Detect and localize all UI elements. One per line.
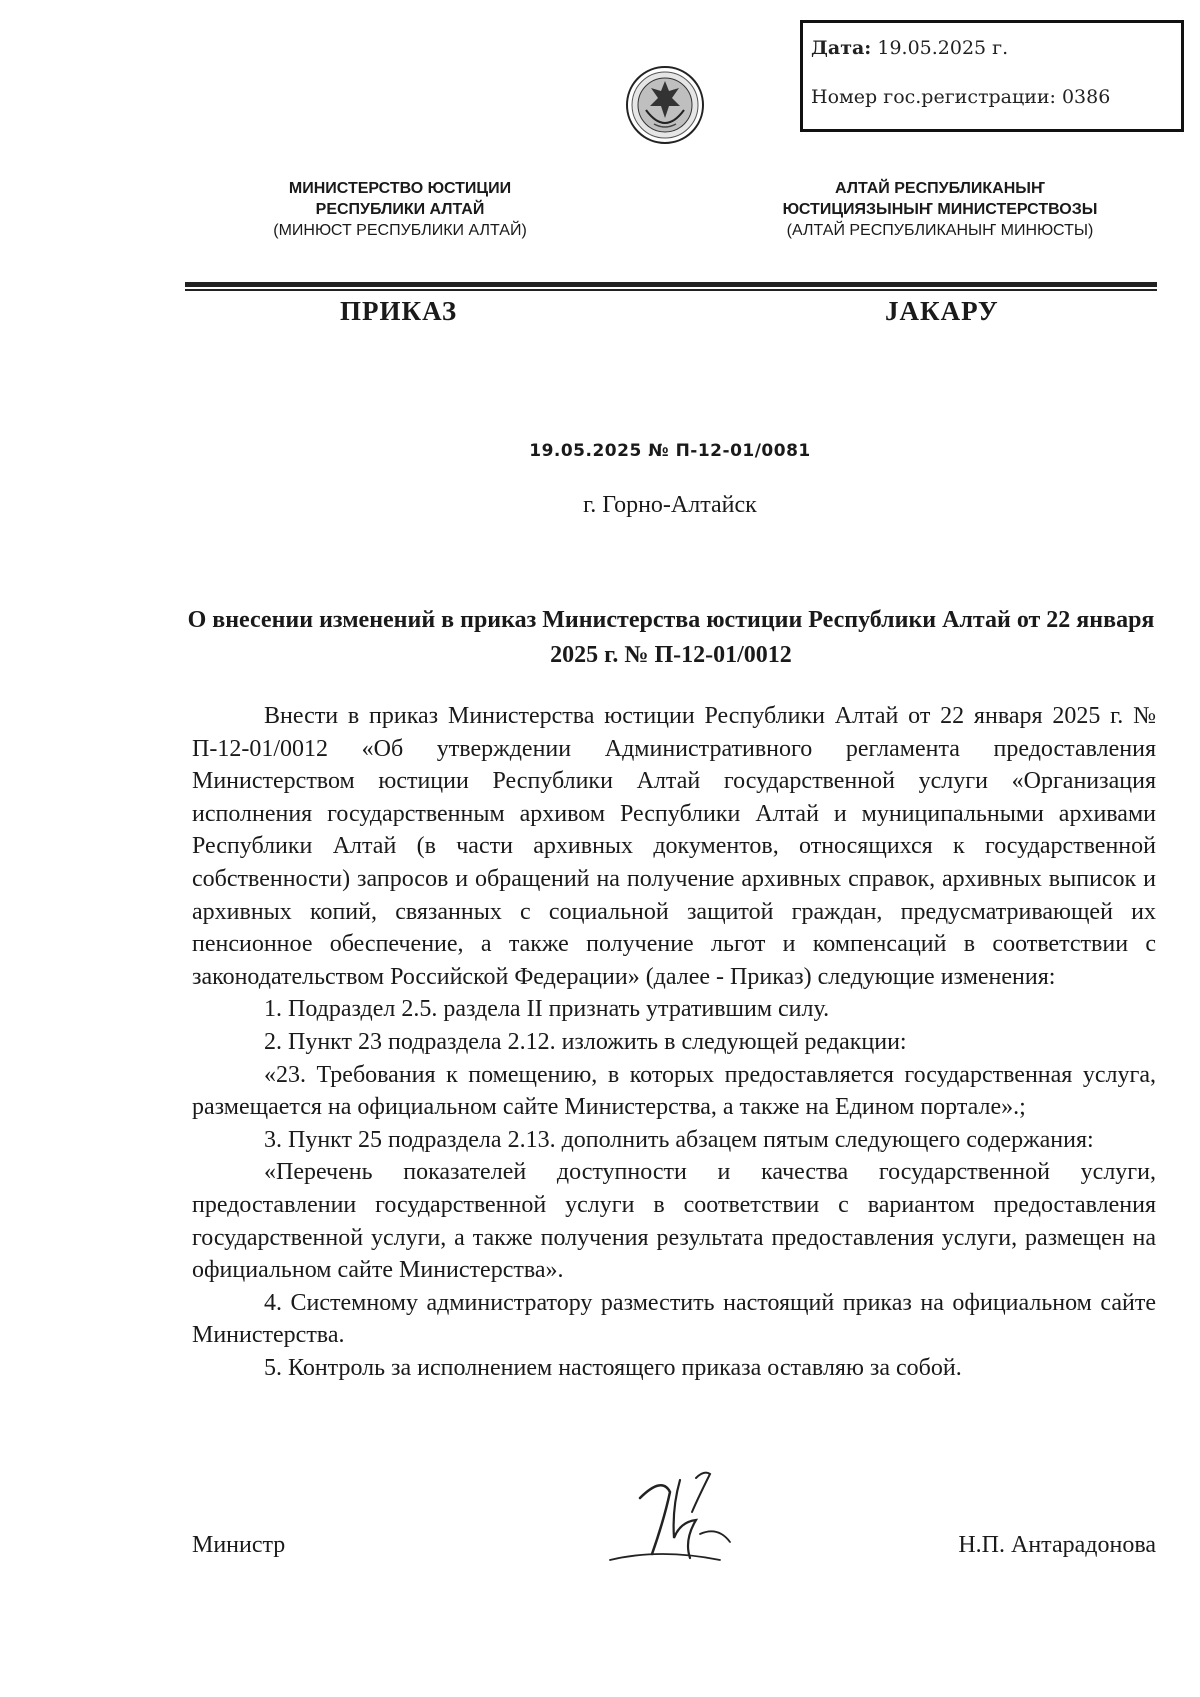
ministry-name-altai-line1: АЛТАЙ РЕСПУБЛИКАНЫҤ — [834, 180, 1046, 197]
ministry-name-russian — [230, 178, 570, 241]
header-divider-thick — [185, 282, 1157, 287]
coat-of-arms-emblem — [624, 58, 706, 152]
registration-date-value: 19.05.2025 г. — [877, 37, 1009, 59]
city-name: г. Горно-Алтайск — [583, 492, 757, 518]
ministry-name-altai — [730, 178, 1150, 241]
body-item-5: 5. Контроль за исполнением настоящего приказа оставляю за собой. — [264, 1354, 962, 1381]
handwritten-signature — [600, 1468, 760, 1576]
body-item-2-quote: «23. Требования к помещению, в которых предоставляется государственная услуга, размещается на официальном сайте Министерства, а также на Едином портале».; — [192, 1061, 1156, 1121]
ministry-name-russian-line1: МИНИСТЕРСТВО ЮСТИЦИИ — [288, 180, 512, 197]
registration-date-label: Дата: — [811, 37, 872, 59]
body-item-3-quote: «Перечень показателей доступности и качества государственной услуги, предоставлении государственной услуги в соответствии с вариантом предоставления государственной услуги, а также получения результата предоставления услуги, размещен на официальном сайте Министерства». — [192, 1159, 1156, 1284]
document-title: О внесении изменений в приказ Министерства юстиции Республики Алтай от 22 января 2025 г. № П-12-01/0012 — [187, 607, 1155, 668]
document-type-russian: ПРИКАЗ — [340, 296, 458, 326]
document-body — [192, 700, 1156, 1384]
registration-date — [811, 37, 1008, 59]
body-item-2: 2. Пункт 23 подраздела 2.12. изложить в следующей редакции: — [264, 1028, 907, 1055]
registration-number-label: Номер гос.регистрации: — [811, 86, 1056, 108]
header-divider-thin — [185, 289, 1157, 291]
body-intro-paragraph: Внести в приказ Министерства юстиции Республики Алтай от 22 января 2025 г. № П-12-01/0012 «Об утверждении Административного регламента предоставления Министерством юстиции Республики Алтай государственной услуги «Организация исполнения государственным архивом Республики Алтай и муниципальными архивами Республики Алтай (в части архивных документов, относящихся к государственной собственности) запросов и обращений на получение архивных справок, архивных выписок и архивных копий, связанных с социальной защитой граждан, предусматривающей их пенсионное обеспечение, а также получение льгот и компенсаций в соответствии с законодательством Российской Федерации» (далее - Приказ) следующие изменения: — [192, 703, 1156, 990]
body-item-1: 1. Подраздел 2.5. раздела II признать утратившим силу. — [264, 996, 830, 1023]
ministry-name-altai-line2: ЮСТИЦИЯЗЫНЫҤ МИНИСТЕРСТВОЗЫ — [782, 201, 1098, 218]
document-type-altai: ЈАКАРУ — [885, 296, 999, 326]
ministry-name-russian-line3: (МИНЮСТ РЕСПУБЛИКИ АЛТАЙ) — [273, 222, 527, 239]
signatory-position: Министр — [192, 1532, 286, 1558]
registration-number — [811, 86, 1110, 108]
ministry-name-altai-line3: (АЛТАЙ РЕСПУБЛИКАНЫҤ МИНЮСТЫ) — [786, 222, 1094, 239]
body-item-3: 3. Пункт 25 подраздела 2.13. дополнить абзацем пятым следующего содержания: — [264, 1126, 1094, 1153]
body-item-4: 4. Системному администратору разместить настоящий приказ на официальном сайте Министерства. — [192, 1289, 1156, 1349]
order-number-line: 19.05.2025 № П-12-01/0081 — [529, 441, 811, 461]
registration-number-value: 0386 — [1061, 86, 1111, 108]
registration-stamp — [800, 20, 1184, 132]
ministry-name-russian-line2: РЕСПУБЛИКИ АЛТАЙ — [315, 201, 485, 218]
signatory-name: Н.П. Антарадонова — [958, 1532, 1156, 1558]
